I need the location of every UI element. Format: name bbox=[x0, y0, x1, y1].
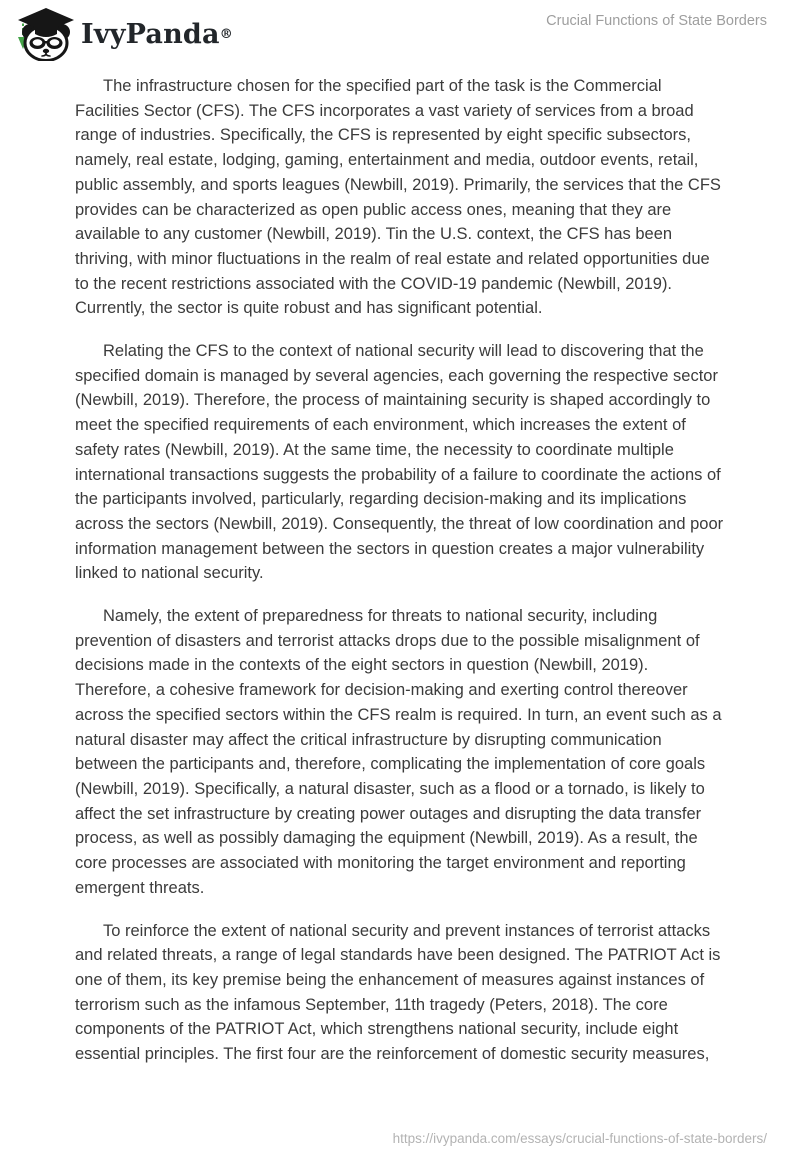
registered-mark: ® bbox=[219, 26, 233, 42]
essay-paragraph: The infrastructure chosen for the specified part of the task is the Commercial Facilities Sector (CFS). The CFS incorporates a vast variety of services from a broad range of industries. Specifically, the CFS is represented by eight specific subsectors, namely, real estate, lodging, gaming, entertainment and media, outdoor events, retail, public assembly, and sports leagues (Newbill, 2019). Primarily, the services that the CFS provides can be characterized as open public access ones, meaning that they are available to any customer (Newbill, 2019). Tin the U.S. context, the CFS has been thriving, with minor fluctuations in the realm of real estate and related opportunities due to the recent restrictions associated with the COVID-19 pandemic (Newbill, 2019). Currently, the sector is quite robust and has significant potential. bbox=[75, 77, 721, 318]
essay-paragraph: Namely, the extent of preparedness for threats to national security, including prevention of disasters and terrorist attacks drops due to the possible misalignment of decisions made in the contexts of the eight sectors in question (Newbill, 2019). Therefore, a cohesive framework for decision-making and exerting control thereover across the specified sectors within the CFS realm is required. In turn, an event such as a natural disaster may affect the critical infrastructure by disrupting communication between the participants and, therefore, complicating the implementation of core goals (Newbill, 2019). Specifically, a natural disaster, such as a flood or a tornado, is likely to affect the set infrastructure by creating power outages and disrupting the data transfer process, as well as possibly damaging the equipment (Newbill, 2019). As a result, the core processes are associated with monitoring the target environment and reporting emergent threats. bbox=[75, 607, 722, 897]
page-header bbox=[0, 0, 800, 66]
ivypanda-logo bbox=[15, 7, 233, 61]
essay-content bbox=[75, 74, 726, 1085]
page-footer bbox=[393, 1131, 767, 1146]
brand-name: IvyPanda bbox=[81, 18, 220, 50]
essay-paragraph: Relating the CFS to the context of national security will lead to discovering that the specified domain is managed by several agencies, each governing the respective sector (Newbill, 2019). Therefore, the process of maintaining security is shaped accordingly to meet the specified requirements of each environment, which increases the extent of safety rates (Newbill, 2019). At the same time, the necessity to coordinate multiple international transactions suggests the probability of a failure to coordinate the actions of the participants involved, particularly, regarding decision-making and its implications across the sectors (Newbill, 2019). Consequently, the threat of low coordination and poor information management between the sectors in question creates a major vulnerability linked to national security. bbox=[75, 342, 724, 583]
essay-paragraph: To reinforce the extent of national security and prevent instances of terrorist attacks and related threats, a range of legal standards have been designed. The PATRIOT Act is one of them, its key premise being the enhancement of measures against instances of terrorism such as the infamous September, 11th tragedy (Peters, 2018). The core components of the PATRIOT Act, which strengthens national security, include eight essential principles. The first four are the reinforcement of domestic security measures, bbox=[75, 921, 721, 1064]
document-title: Crucial Functions of State Borders bbox=[546, 13, 767, 29]
panda-logo-icon bbox=[15, 7, 77, 61]
source-url: https://ivypanda.com/essays/crucial-functions-of-state-borders/ bbox=[392, 1131, 767, 1146]
